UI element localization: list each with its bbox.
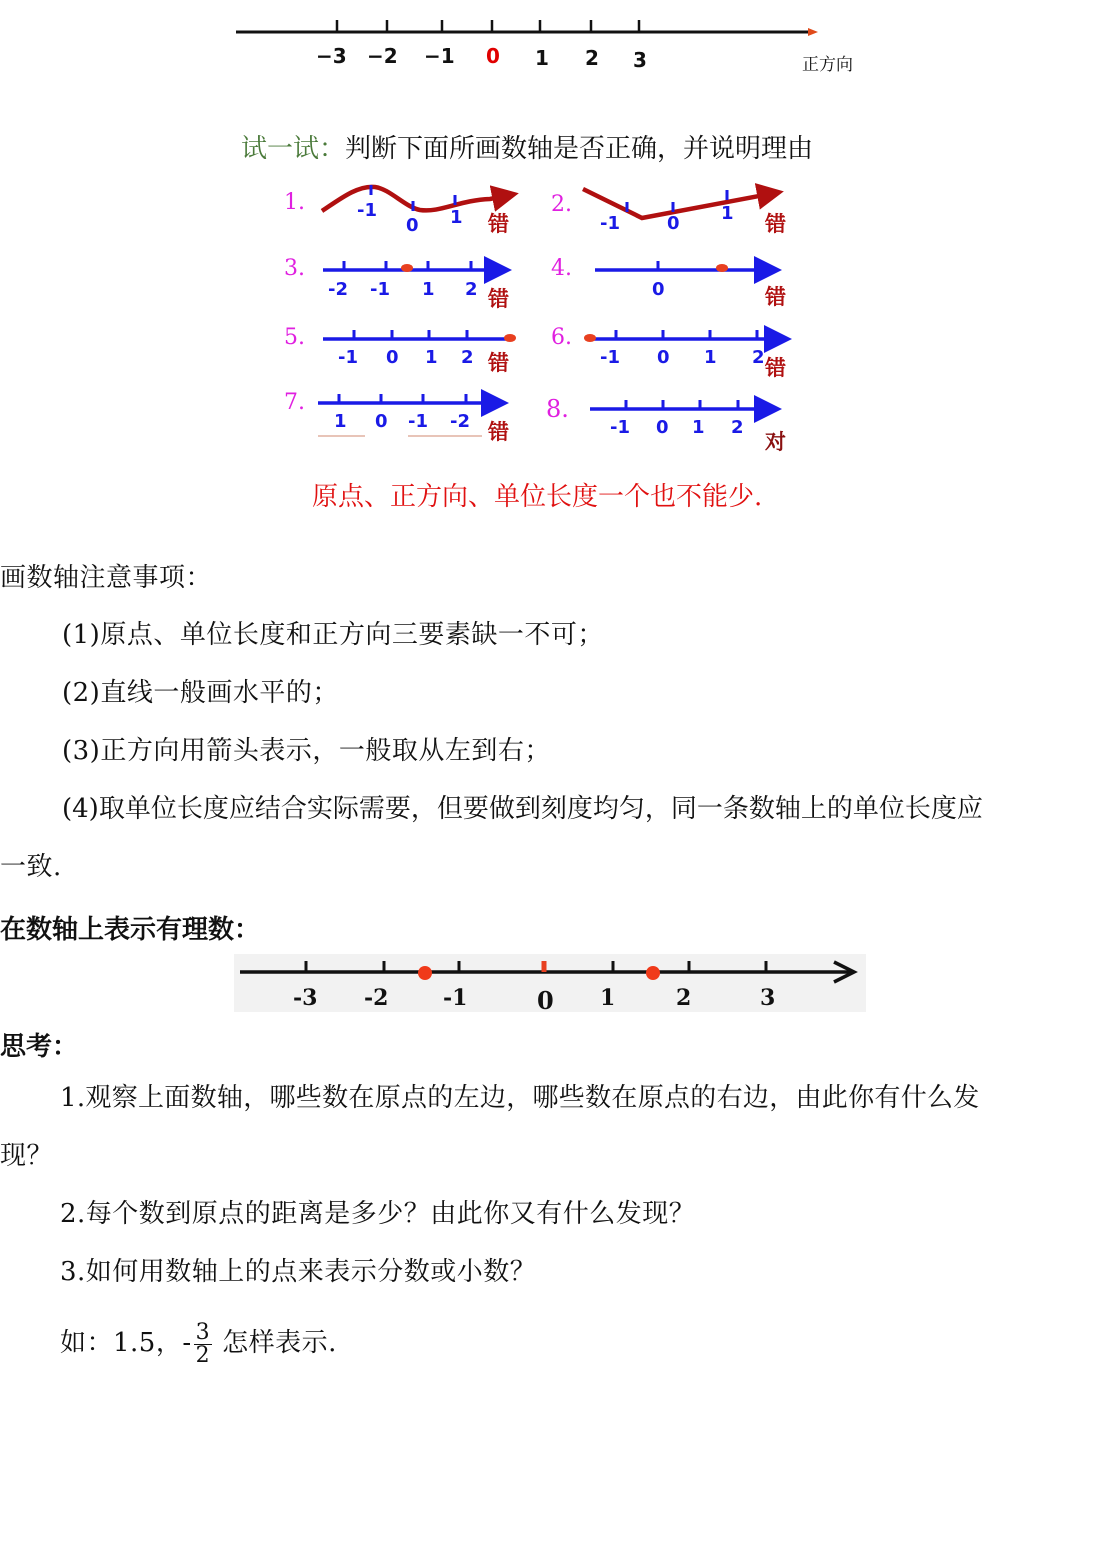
verdict-correct: 对 bbox=[765, 430, 786, 454]
tick-label: 0 bbox=[386, 347, 399, 368]
note-item: (1)原点、单位长度和正方向三要素缺一不可； bbox=[62, 620, 604, 650]
verdict-wrong: 错 bbox=[765, 356, 786, 380]
tick-label: 2 bbox=[676, 985, 692, 1011]
example-line bbox=[60, 1318, 337, 1368]
note-item: (4)取单位长度应结合实际需要，但要做到刻度均匀，同一条数轴上的单位长度应 bbox=[62, 794, 983, 824]
origin-label: 0 bbox=[537, 986, 554, 1015]
exercise-number: 2. bbox=[551, 192, 572, 217]
notes-title: 画数轴注意事项： bbox=[0, 563, 213, 593]
tick-label: -1 bbox=[443, 985, 468, 1011]
verdict-wrong: 错 bbox=[765, 285, 786, 309]
tick-label: 3 bbox=[760, 985, 776, 1011]
rational-title: 在数轴上表示有理数： bbox=[0, 915, 261, 945]
positive-direction-label: 正方向 bbox=[802, 55, 853, 75]
tick-label: 0 bbox=[375, 411, 388, 432]
tick-label: 1 bbox=[704, 347, 717, 368]
verdict-wrong: 错 bbox=[488, 351, 509, 375]
verdict-wrong: 错 bbox=[765, 212, 786, 236]
note-item-continued: 一致. bbox=[0, 852, 62, 882]
tick-label: -1 bbox=[408, 411, 428, 432]
tick-label: -1 bbox=[370, 279, 390, 300]
tick-label: 0 bbox=[656, 417, 669, 438]
tick-label: 0 bbox=[667, 213, 680, 234]
fraction-numerator: 3 bbox=[195, 1319, 211, 1345]
exercise-number: 4. bbox=[551, 256, 572, 281]
tick-label: 2 bbox=[461, 347, 474, 368]
tick-label: 1 bbox=[692, 417, 705, 438]
tick-label: -1 bbox=[338, 347, 358, 368]
note-item: (3)正方向用箭头表示，一般取从左到右； bbox=[62, 736, 551, 766]
example-prefix: 如：1.5， bbox=[60, 1328, 183, 1358]
tick-label: 2 bbox=[465, 279, 478, 300]
try-it-label: 试一试： bbox=[241, 134, 346, 164]
summary-text: 原点、正方向、单位长度一个也不能少. bbox=[312, 482, 763, 512]
tick-label: 2 bbox=[585, 46, 599, 70]
tick-label: 1 bbox=[721, 203, 734, 224]
fraction-denominator: 2 bbox=[195, 1342, 211, 1368]
think-question: 3.如何用数轴上的点来表示分数或小数？ bbox=[60, 1257, 537, 1287]
tick-label: −2 bbox=[367, 44, 398, 68]
tick-label: 0 bbox=[406, 215, 419, 236]
example-suffix: 怎样表示. bbox=[222, 1328, 337, 1358]
tick-label: 1 bbox=[422, 279, 435, 300]
exercise-number: 7. bbox=[284, 390, 305, 415]
tick-label: 1 bbox=[600, 985, 616, 1011]
verdict-wrong: 错 bbox=[488, 212, 509, 236]
tick-label: 2 bbox=[752, 347, 765, 368]
example-sign: - bbox=[182, 1328, 192, 1358]
tick-label: 0 bbox=[652, 279, 665, 300]
tick-label: -1 bbox=[357, 200, 377, 221]
tick-label: 0 bbox=[657, 347, 670, 368]
tick-label: 1 bbox=[425, 347, 438, 368]
tick-label: -2 bbox=[328, 279, 348, 300]
think-title: 思考： bbox=[0, 1032, 79, 1062]
try-it-prompt: 判断下面所画数轴是否正确，并说明理由 bbox=[345, 134, 814, 164]
tick-label: -2 bbox=[450, 411, 470, 432]
tick-label: 1 bbox=[334, 411, 347, 432]
think-question: 2.每个数到原点的距离是多少？由此你又有什么发现？ bbox=[60, 1199, 696, 1229]
origin-label: 0 bbox=[486, 44, 500, 68]
tick-label: -3 bbox=[293, 985, 318, 1011]
tick-label: -1 bbox=[600, 213, 620, 234]
verdict-wrong: 错 bbox=[488, 420, 509, 444]
tick-label: -2 bbox=[364, 985, 389, 1011]
think-question: 1.观察上面数轴，哪些数在原点的左边，哪些数在原点的右边，由此你有什么发 bbox=[60, 1083, 980, 1113]
note-item: (2)直线一般画水平的； bbox=[62, 678, 339, 708]
think-question-continued: 现？ bbox=[0, 1141, 54, 1171]
tick-label: 2 bbox=[731, 417, 744, 438]
tick-label: 1 bbox=[450, 207, 463, 228]
fraction bbox=[194, 1319, 213, 1368]
exercise-number: 6. bbox=[551, 325, 572, 350]
exercise-number: 8. bbox=[546, 395, 569, 423]
try-it-heading bbox=[241, 128, 813, 165]
exercise-number: 3. bbox=[284, 256, 305, 281]
tick-label: −1 bbox=[424, 44, 455, 68]
exercise-number: 5. bbox=[284, 325, 305, 350]
tick-label: −3 bbox=[316, 44, 347, 68]
tick-label: -1 bbox=[600, 347, 620, 368]
tick-label: 1 bbox=[535, 46, 549, 70]
verdict-wrong: 错 bbox=[488, 287, 509, 311]
tick-label: 3 bbox=[633, 48, 647, 72]
exercise-number: 1. bbox=[284, 190, 305, 215]
tick-label: -1 bbox=[610, 417, 630, 438]
